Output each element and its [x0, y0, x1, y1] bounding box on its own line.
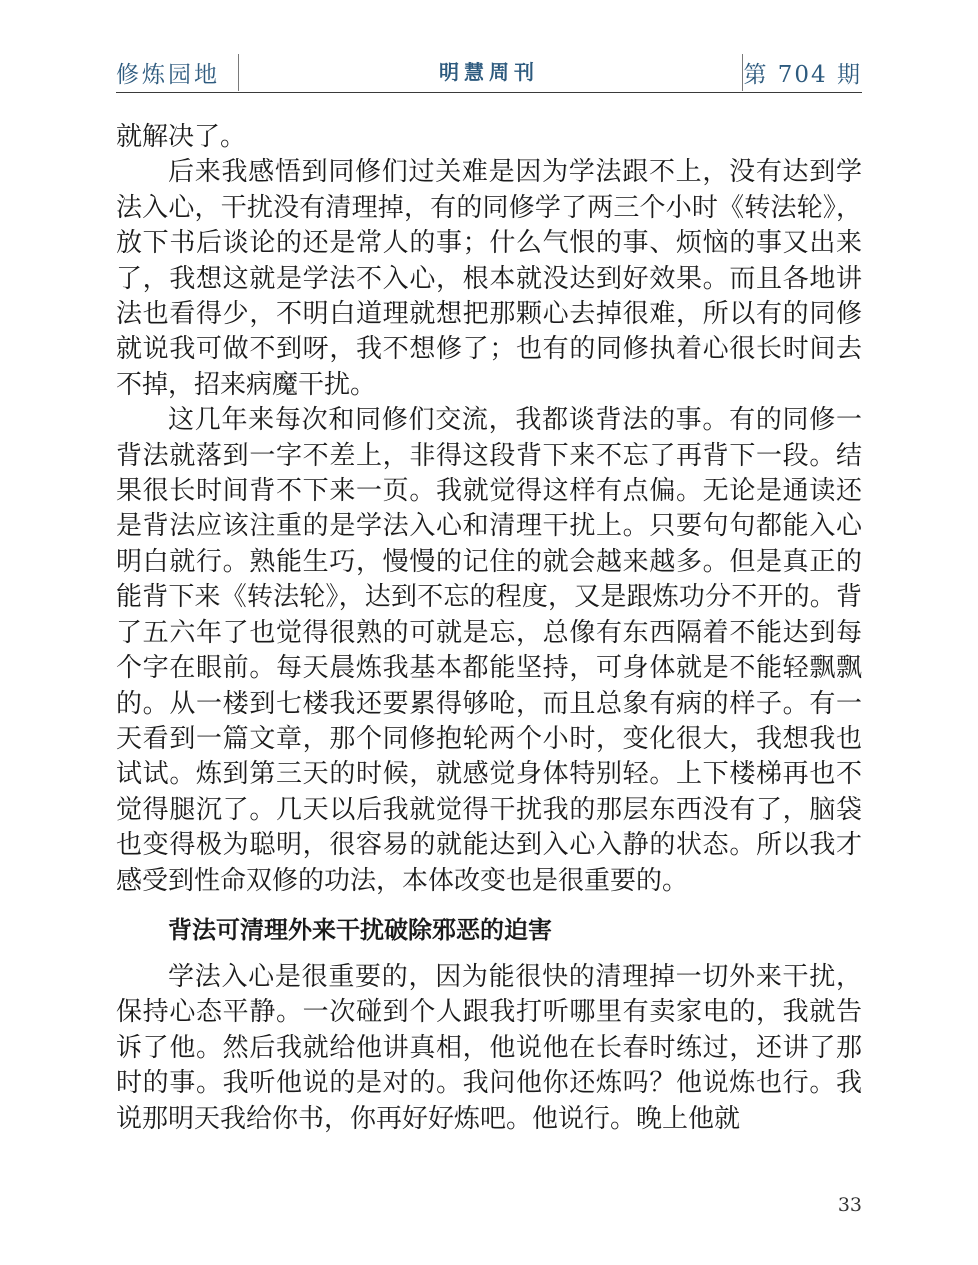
paragraph-2: 后来我感悟到同修们过关难是因为学法跟不上，没有达到学法入心，干扰没有清理掉，有的同修学了两三个小时《转法轮》，放下书后谈论的还是常人的事；什么气恨的事、烦恼的事又出来了，我想这就是学法不入心，根本就没达到好效果。而且各地讲法也看得少，不明白道理就想把那颗心去掉很难，所以有的同修就说我可做不到呀，我不想修了；也有的同修执着心很长时间去不掉，招来病魔干扰。 — [116, 157, 862, 400]
page-number: 33 — [837, 1194, 862, 1216]
publication-title: 明慧周刊 — [439, 60, 539, 84]
paragraph-4: 学法入心是很重要的，因为能很快的清理掉一切外来干扰，保持心态平静。一次碰到个人跟我打听哪里有卖家电的，我就告诉了他。然后我就给他讲真相，他说他在长春时练过，还讲了那时的事。我听他说的是对的。我问他你还炼吗？他说炼也行。我说那明天我给你书，你再好好炼吧。他说行。晚上他就 — [116, 961, 862, 1134]
section-heading: 背法可清理外来干扰破除邪恶的迫害 — [168, 915, 552, 944]
paragraph-3: 这几年来每次和同修们交流，我都谈背法的事。有的同修一背法就落到一字不差上，非得这段背下来不忘了再背下一段。结果很长时间背不下来一页。我就觉得这样有点偏。无论是通读还是背法应该注重的是学法入心和清理干扰上。只要句句都能入心明白就行。熟能生巧，慢慢的记住的就会越来越多。但是真正的能背下来《转法轮》，达到不忘的程度，又是跟炼功分不开的。背了五六年了也觉得很熟的可就是忘，总像有东西隔着不能达到每个字在眼前。每天晨炼我基本都能坚持，可身体就是不能轻飘飘的。从一楼到七楼我还要累得够呛，而且总象有病的样子。有一天看到一篇文章，那个同修抱轮两个小时，变化很大，我想我也试试。炼到第三天的时候，就感觉身体特别轻。上下楼梯再也不觉得腿沉了。几天以后我就觉得干扰我的那层东西没有了，脑袋也变得极为聪明，很容易的就能达到入心入静的状态。所以我才感受到性命双修的功法，本体改变也是很重要的。 — [116, 405, 862, 896]
paragraph-1: 就解决了。 — [116, 122, 247, 152]
page-header — [116, 52, 862, 93]
section-title: 修炼园地 — [116, 62, 220, 88]
issue-number: 第 704 期 — [743, 62, 862, 88]
article-body — [116, 120, 862, 1137]
